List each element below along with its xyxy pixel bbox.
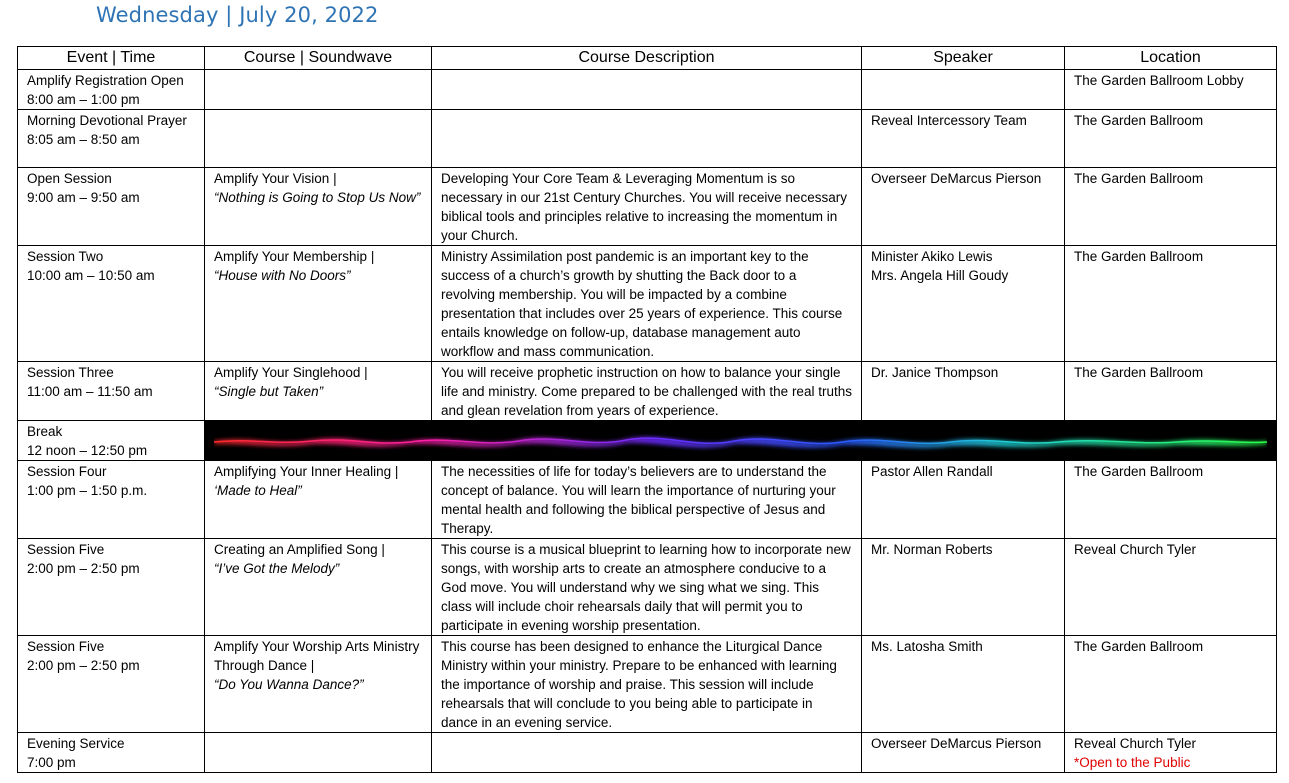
event-name: Morning Devotional Prayer bbox=[27, 113, 187, 128]
header-description: Course Description bbox=[432, 47, 862, 70]
location-name: The Garden Ballroom Lobby bbox=[1074, 73, 1244, 88]
table-row bbox=[18, 246, 1277, 362]
location-cell bbox=[1065, 110, 1277, 168]
speaker-cell bbox=[862, 733, 1065, 773]
event-time: 2:00 pm – 2:50 pm bbox=[27, 658, 140, 673]
event-time: 7:00 pm bbox=[27, 755, 76, 770]
event-cell bbox=[18, 539, 205, 636]
event-cell bbox=[18, 246, 205, 362]
speaker-cell bbox=[862, 70, 1065, 110]
course-cell bbox=[205, 168, 432, 246]
speaker-name: Minister Akiko Lewis bbox=[871, 249, 993, 264]
speaker-name: Reveal Intercessory Team bbox=[871, 113, 1027, 128]
event-name: Amplify Registration Open bbox=[27, 73, 184, 88]
event-cell bbox=[18, 362, 205, 421]
event-name: Break bbox=[27, 424, 63, 439]
event-name: Open Session bbox=[27, 171, 112, 186]
speaker-name-2: Mrs. Angela Hill Goudy bbox=[871, 268, 1009, 283]
event-time: 11:00 am – 11:50 am bbox=[27, 384, 153, 399]
speaker-name: Ms. Latosha Smith bbox=[871, 639, 983, 654]
course-subtitle: ‘Made to Heal” bbox=[214, 483, 302, 498]
event-name: Session Five bbox=[27, 639, 105, 654]
description-cell: This course has been designed to enhance the Liturgical Dance Ministry within your ministry. Prepare to be enhanced with learning the importance of worship and praise. This session will include rehearsals that will conclude to you being able to participate in dance in an evening service. bbox=[432, 636, 862, 733]
course-cell bbox=[205, 362, 432, 421]
header-course: Course | Soundwave bbox=[205, 47, 432, 70]
page-title: Wednesday | July 20, 2022 bbox=[96, 3, 379, 27]
header-speaker: Speaker bbox=[862, 47, 1065, 70]
table-row bbox=[18, 70, 1277, 110]
course-title: Creating an Amplified Song | bbox=[214, 542, 385, 557]
course-subtitle: “Do You Wanna Dance?” bbox=[214, 677, 364, 692]
speaker-cell bbox=[862, 636, 1065, 733]
speaker-name: Mr. Norman Roberts bbox=[871, 542, 993, 557]
location-cell bbox=[1065, 539, 1277, 636]
event-cell bbox=[18, 733, 205, 773]
course-cell bbox=[205, 636, 432, 733]
event-time: 1:00 pm – 1:50 p.m. bbox=[27, 483, 148, 498]
location-name: The Garden Ballroom bbox=[1074, 249, 1204, 264]
location-cell bbox=[1065, 246, 1277, 362]
event-time: 2:00 pm – 2:50 pm bbox=[27, 561, 140, 576]
event-cell bbox=[18, 168, 205, 246]
description-cell bbox=[432, 110, 862, 168]
location-cell bbox=[1065, 168, 1277, 246]
table-row bbox=[18, 539, 1277, 636]
table-row bbox=[18, 168, 1277, 246]
location-note: *Open to the Public bbox=[1074, 755, 1191, 770]
speaker-cell bbox=[862, 246, 1065, 362]
description-cell bbox=[432, 733, 862, 773]
table-row bbox=[18, 733, 1277, 773]
course-cell bbox=[205, 70, 432, 110]
event-time: 8:05 am – 8:50 am bbox=[27, 132, 140, 147]
location-cell bbox=[1065, 636, 1277, 733]
speaker-name: Overseer DeMarcus Pierson bbox=[871, 736, 1042, 751]
course-title: Amplifying Your Inner Healing | bbox=[214, 464, 399, 479]
location-cell bbox=[1065, 733, 1277, 773]
event-cell bbox=[18, 70, 205, 110]
course-subtitle: “Nothing is Going to Stop Us Now” bbox=[214, 190, 421, 205]
table-row bbox=[18, 110, 1277, 168]
course-title: Amplify Your Membership | bbox=[214, 249, 375, 264]
speaker-name: Pastor Allen Randall bbox=[871, 464, 993, 479]
event-name: Session Five bbox=[27, 542, 105, 557]
description-cell: This course is a musical blueprint to learning how to incorporate new songs, with worship arts to create an atmosphere conducive to a God move. You will understand why we sing what we sing. This class will include choir rehearsals daily that will permit you to participate in evening worship presentation. bbox=[432, 539, 862, 636]
event-name: Session Two bbox=[27, 249, 104, 264]
schedule-table bbox=[17, 46, 1277, 773]
speaker-name: Dr. Janice Thompson bbox=[871, 365, 999, 380]
location-name: Reveal Church Tyler bbox=[1074, 542, 1197, 557]
table-row bbox=[18, 362, 1277, 421]
course-cell bbox=[205, 733, 432, 773]
table-row bbox=[18, 461, 1277, 539]
location-cell bbox=[1065, 362, 1277, 421]
course-title: Amplify Your Vision | bbox=[214, 171, 337, 186]
event-cell bbox=[18, 110, 205, 168]
speaker-cell bbox=[862, 168, 1065, 246]
course-title: Amplify Your Worship Arts Ministry Through Dance | bbox=[214, 639, 420, 673]
event-name: Session Three bbox=[27, 365, 114, 380]
event-time: 12 noon – 12:50 pm bbox=[27, 443, 148, 458]
location-name: Reveal Church Tyler bbox=[1074, 736, 1197, 751]
description-cell bbox=[432, 70, 862, 110]
table-row-break bbox=[18, 421, 1277, 461]
event-name: Session Four bbox=[27, 464, 107, 479]
location-name: The Garden Ballroom bbox=[1074, 639, 1204, 654]
speaker-cell bbox=[862, 539, 1065, 636]
course-subtitle: “House with No Doors” bbox=[214, 268, 351, 283]
speaker-cell bbox=[862, 461, 1065, 539]
speaker-cell bbox=[862, 110, 1065, 168]
header-event-time: Event | Time bbox=[18, 47, 205, 70]
location-name: The Garden Ballroom bbox=[1074, 365, 1204, 380]
table-row bbox=[18, 636, 1277, 733]
location-name: The Garden Ballroom bbox=[1074, 113, 1204, 128]
course-cell bbox=[205, 539, 432, 636]
event-time: 8:00 am – 1:00 pm bbox=[27, 92, 140, 107]
location-cell bbox=[1065, 70, 1277, 110]
speaker-name: Overseer DeMarcus Pierson bbox=[871, 171, 1042, 186]
description-cell: Ministry Assimilation post pandemic is an important key to the success of a church’s growth by shutting the Back door to a revolving membership. You will be impacted by a combine presentation that includes over 25 years of experience. This course entails knowledge on follow-up, database management auto workflow and mass communication. bbox=[432, 246, 862, 362]
event-name: Evening Service bbox=[27, 736, 125, 751]
course-cell bbox=[205, 110, 432, 168]
event-time: 9:00 am – 9:50 am bbox=[27, 190, 140, 205]
soundwave-banner bbox=[205, 421, 1277, 461]
description-cell: Developing Your Core Team & Leveraging Momentum is so necessary in our 21st Century Churches. You will receive necessary biblical tools and principles relative to increasing the momentum in your Church. bbox=[432, 168, 862, 246]
event-cell bbox=[18, 636, 205, 733]
course-title: Amplify Your Singlehood | bbox=[214, 365, 368, 380]
soundwave-image bbox=[214, 422, 1267, 460]
course-cell bbox=[205, 246, 432, 362]
event-cell bbox=[18, 421, 205, 461]
location-name: The Garden Ballroom bbox=[1074, 464, 1204, 479]
description-cell: You will receive prophetic instruction on how to balance your single life and ministry. Come prepared to be challenged with the real truths and glean revelation from years of experience. bbox=[432, 362, 862, 421]
header-location: Location bbox=[1065, 47, 1277, 70]
event-cell bbox=[18, 461, 205, 539]
location-cell bbox=[1065, 461, 1277, 539]
course-cell bbox=[205, 461, 432, 539]
course-subtitle: “Single but Taken” bbox=[214, 384, 324, 399]
event-time: 10:00 am – 10:50 am bbox=[27, 268, 155, 283]
course-subtitle: “I’ve Got the Melody” bbox=[214, 561, 340, 576]
speaker-cell bbox=[862, 362, 1065, 421]
description-cell: The necessities of life for today’s believers are to understand the concept of balance. You will learn the importance of nurturing your mental health and following the biblical perspective of Jesus and Therapy. bbox=[432, 461, 862, 539]
location-name: The Garden Ballroom bbox=[1074, 171, 1204, 186]
